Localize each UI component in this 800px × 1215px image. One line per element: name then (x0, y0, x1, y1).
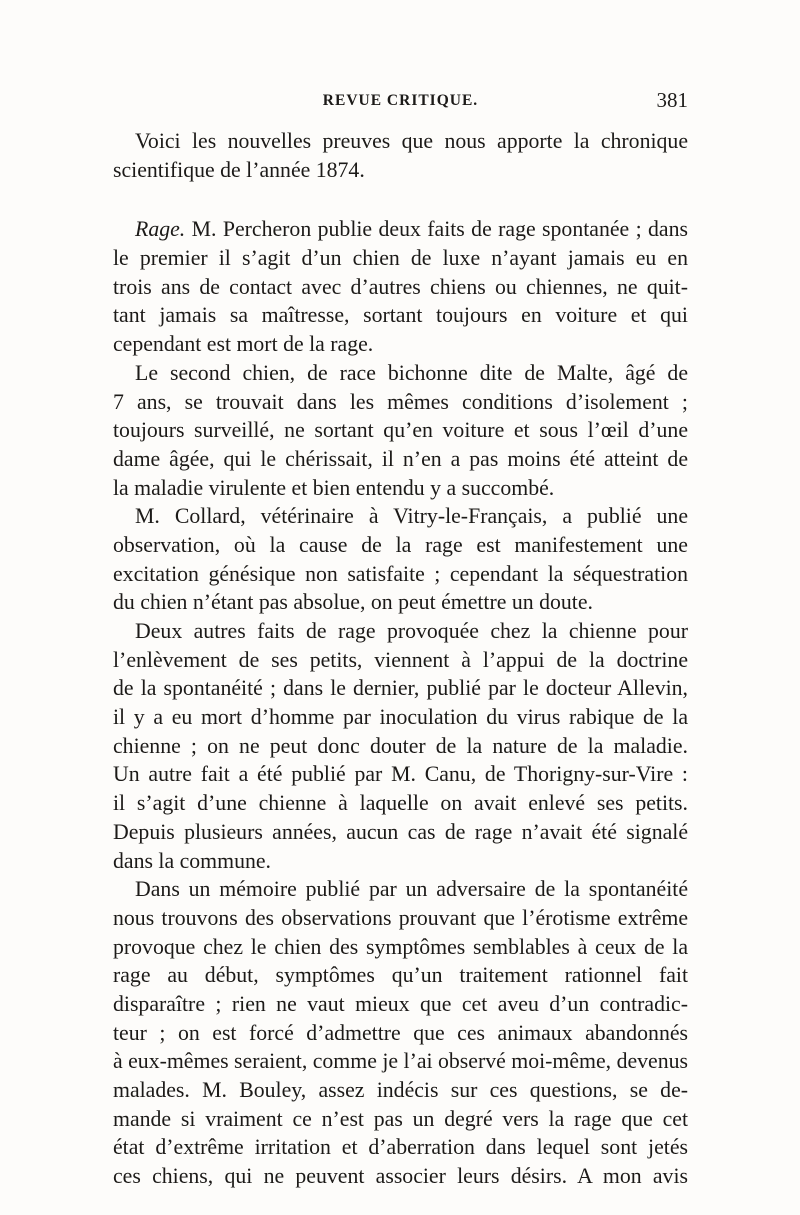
text-line: dans la commune. (113, 848, 271, 873)
text-line: disparaître ; rien ne vaut mieux que cet aveu d’un contradic- (113, 991, 688, 1016)
text-line: à eux-mêmes seraient, comme je l’ai observé moi-même, devenus (113, 1049, 688, 1074)
paragraph-gap (113, 184, 688, 215)
text-line: tant jamais sa maîtresse, sortant toujours en voiture et qui (113, 303, 688, 328)
text-line: malades. M. Bouley, assez indécis sur ces questions, se de- (113, 1078, 688, 1102)
text-line: la maladie virulente et bien entendu y a succombé. (113, 475, 555, 500)
text-line: cependant est mort de la rage. (113, 332, 374, 357)
section-keyword: Rage. (135, 217, 186, 242)
text-line: 7 ans, se trouvait dans les mêmes conditions d’isolement ; (113, 389, 688, 414)
text-line: l’enlèvement de ses petits, viennent à l’appui de la doctrine (113, 647, 688, 672)
text-line: teur ; on est forcé d’admettre que ces animaux abandonnés (113, 1020, 688, 1045)
text-line: nous trouvons des observations prouvant que l’érotisme extrême (113, 905, 688, 930)
text-line: état d’extrême irritation et d’aberration dans lequel sont jetés (113, 1135, 688, 1160)
body-text (113, 127, 688, 1191)
text-line: trois ans de contact avec d’autres chiens ou chiennes, ne quit- (113, 274, 688, 299)
text-line: Deux autres faits de rage provoquée chez la chienne pour (135, 619, 688, 643)
text-line: de la spontanéité ; dans le dernier, publié par le docteur Allevin, (113, 676, 688, 701)
paragraph (113, 127, 688, 184)
running-title: REVUE CRITIQUE. (322, 92, 479, 109)
text-line: rage au début, symptômes qu’un traitement rationnel fait (113, 963, 688, 988)
text-line: M. Collard, vétérinaire à Vitry-le-Français, a publié une (135, 504, 688, 529)
text-line: Depuis plusieurs années, aucun cas de rage n’avait été signalé (113, 819, 688, 844)
text-line: Un autre fait a été publié par M. Canu, de Thorigny-sur-Vire : (113, 762, 688, 787)
text-line: du chien n’étant pas absolue, on peut émettre un doute. (113, 590, 593, 615)
text-line: Dans un mémoire publié par un adversaire de la spontanéité (135, 877, 688, 902)
text-line: provoque chez le chien des symptômes semblables à ceux de la (113, 934, 688, 959)
text-line: il s’agit d’une chienne à laquelle on avait enlevé ses petits. (113, 791, 688, 816)
paragraph (113, 502, 688, 617)
page-number: 381 (656, 88, 688, 112)
paragraph (113, 875, 688, 1191)
text-line: chienne ; on ne peut donc douter de la nature de la maladie. (113, 733, 688, 758)
text-line: Voici les nouvelles preuves que nous apporte la chronique (135, 129, 688, 153)
text-line: ces chiens, qui ne peuvent associer leurs désirs. A mon avis (113, 1164, 688, 1189)
paragraph (113, 215, 688, 358)
text-line: mande si vraiment ce n’est pas un degré vers la rage que cet (113, 1106, 688, 1131)
text-line: Le second chien, de race bichonne dite de Malte, âgé de (135, 360, 688, 385)
paragraph (113, 617, 688, 875)
text-line: observation, où la cause de la rage est manifestement une (113, 532, 688, 557)
text-line: scientifique de l’année 1874. (113, 157, 365, 182)
text-line: le premier il s’agit d’un chien de luxe n’ayant jamais eu en (113, 246, 688, 271)
text-line: excitation génésique non satisfaite ; cependant la séquestration (113, 561, 688, 586)
running-head (113, 88, 688, 114)
text-line: Rage. M. Percheron publie deux faits de rage spontanée ; dans (135, 217, 688, 242)
paragraph (113, 359, 688, 502)
text-line: dame âgée, qui le chérissait, il n’en a pas moins été atteint de (113, 446, 688, 471)
text-line: il y a eu mort d’homme par inoculation du virus rabique de la (113, 705, 688, 730)
text-line: toujours surveillé, ne sortant qu’en voiture et sous l’œil d’une (113, 418, 688, 443)
